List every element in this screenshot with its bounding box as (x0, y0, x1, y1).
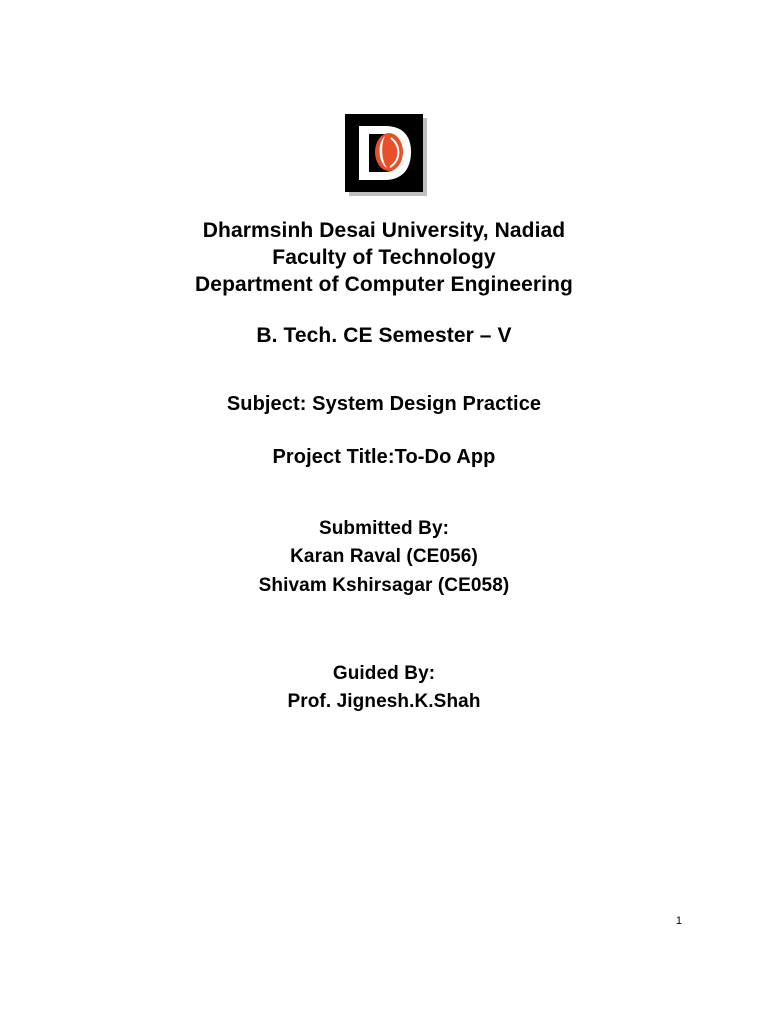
project-title-line: Project Title:To-Do App (272, 445, 496, 468)
faculty-name: Faculty of Technology (272, 245, 496, 269)
university-name: Dharmsinh Desai University, Nadiad (202, 219, 566, 242)
semester-line: B. Tech. CE Semester – V (256, 323, 512, 347)
guided-by-label: Guided By: (332, 663, 436, 684)
title-block (0, 218, 768, 350)
university-d-logo-icon (345, 114, 423, 192)
submitted-by-block (0, 517, 768, 598)
department-name: Department of Computer Engineering (195, 272, 573, 296)
student-name: Karan Raval (CE056) (290, 546, 478, 568)
student-name: Shivam Kshirsagar (CE058) (258, 574, 510, 596)
subject-block (0, 392, 768, 470)
submitted-by-label: Submitted By: (318, 518, 450, 539)
subject-line: Subject: System Design Practice (226, 393, 542, 415)
page-number: 1 (675, 915, 682, 927)
guided-by-block (0, 662, 768, 715)
professor-name: Prof. Jignesh.K.Shah (287, 691, 481, 713)
logo-container (0, 114, 768, 192)
